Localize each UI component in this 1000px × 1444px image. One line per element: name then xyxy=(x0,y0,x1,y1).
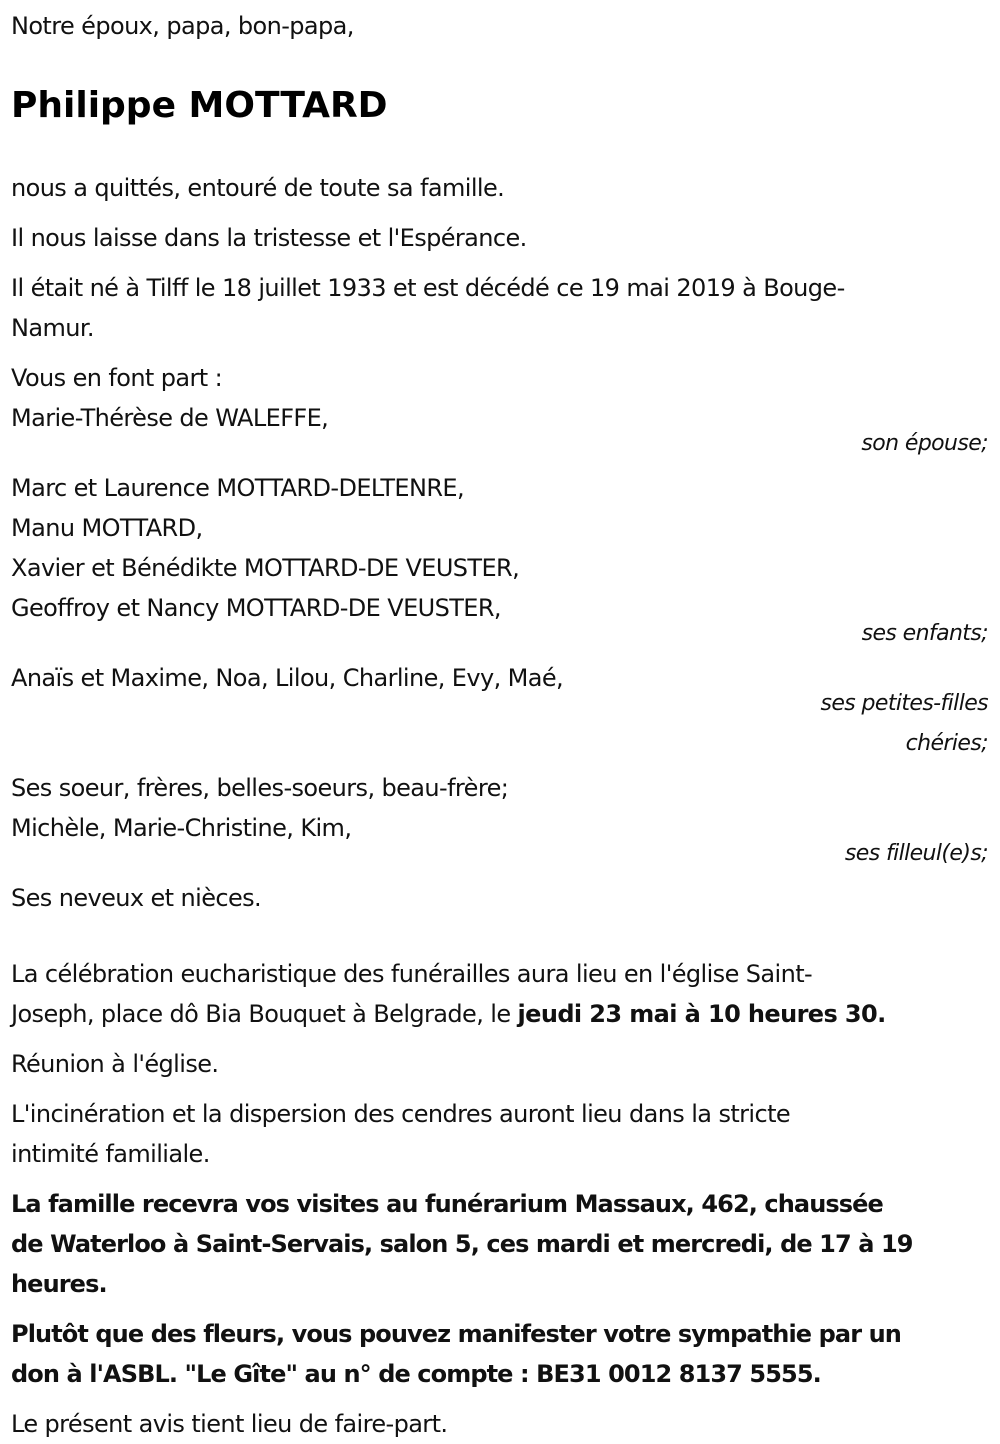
cremation-paragraph xyxy=(11,1094,988,1174)
family-group-godchildren xyxy=(11,808,988,874)
donation-line-2: don à l'ASBL. "Le Gîte" au n° de compte : BE31 0012 8137 5555. xyxy=(11,1360,821,1388)
meeting-line: Réunion à l'église. xyxy=(11,1050,219,1078)
ceremony-line-1: La célébration eucharistique des funérailles aura lieu en l'église Saint- xyxy=(11,960,813,988)
deceased-name: Philippe MOTTARD xyxy=(11,85,388,126)
paragraph-dates xyxy=(11,268,988,348)
ceremony-line-2 xyxy=(11,994,988,1034)
family-group-spouse xyxy=(11,398,988,464)
grandchildren-relation-line-2: chéries; xyxy=(905,731,988,756)
child-name: Marc et Laurence MOTTARD-DELTENRE, xyxy=(11,474,465,502)
obituary-notice xyxy=(0,6,1000,1444)
child-name: Manu MOTTARD, xyxy=(11,514,203,542)
cremation-line-1: L'incinération et la dispersion des cendres auront lieu dans la stricte xyxy=(11,1100,791,1128)
family-group-grandchildren xyxy=(11,658,988,764)
paragraph-hope: Il nous laisse dans la tristesse et l'Espérance. xyxy=(11,224,527,252)
child-name: Geoffroy et Nancy MOTTARD-DE VEUSTER, xyxy=(11,594,501,622)
cremation-line-2: intimité familiale. xyxy=(11,1140,210,1168)
paragraph-departure: nous a quittés, entouré de toute sa famille. xyxy=(11,174,505,202)
closing-line: Le présent avis tient lieu de faire-part. xyxy=(11,1410,448,1438)
visits-paragraph xyxy=(11,1184,988,1304)
siblings-line: Ses soeur, frères, belles-soeurs, beau-frère; xyxy=(11,774,509,802)
child-name: Xavier et Bénédikte MOTTARD-DE VEUSTER, xyxy=(11,554,520,582)
donation-paragraph xyxy=(11,1314,988,1394)
spouse-name: Marie-Thérèse de WALEFFE, xyxy=(11,404,329,432)
ceremony-section xyxy=(11,954,988,1174)
dates-line-1: Il était né à Tilff le 18 juillet 1933 et est décédé ce 19 mai 2019 à Bouge- xyxy=(11,274,845,302)
ceremony-date-time: jeudi 23 mai à 10 heures 30. xyxy=(517,1000,886,1028)
visits-line-2: de Waterloo à Saint-Servais, salon 5, ces mardi et mercredi, de 17 à 19 xyxy=(11,1230,913,1258)
grandchildren-relation-line-1: ses petites-filles xyxy=(820,691,988,716)
family-section xyxy=(11,358,988,918)
godchildren-relation: ses filleul(e)s; xyxy=(844,841,988,866)
visits-line-3: heures. xyxy=(11,1270,107,1298)
children-relation: ses enfants; xyxy=(861,621,988,646)
spouse-relation: son épouse; xyxy=(861,431,988,456)
grandchildren-names: Anaïs et Maxime, Noa, Lilou, Charline, Evy, Maé, xyxy=(11,664,564,692)
ceremony-location: Joseph, place dô Bia Bouquet à Belgrade, le xyxy=(11,1000,518,1028)
family-heading: Vous en font part : xyxy=(11,364,223,392)
nephews-line: Ses neveux et nièces. xyxy=(11,884,262,912)
godchildren-names: Michèle, Marie-Christine, Kim, xyxy=(11,814,352,842)
intro-line: Notre époux, papa, bon-papa, xyxy=(11,12,354,40)
family-group-children xyxy=(11,468,988,654)
donation-line-1: Plutôt que des fleurs, vous pouvez manifester votre sympathie par un xyxy=(11,1320,901,1348)
dates-line-2: Namur. xyxy=(11,314,94,342)
visits-line-1: La famille recevra vos visites au funérarium Massaux, 462, chaussée xyxy=(11,1190,883,1218)
